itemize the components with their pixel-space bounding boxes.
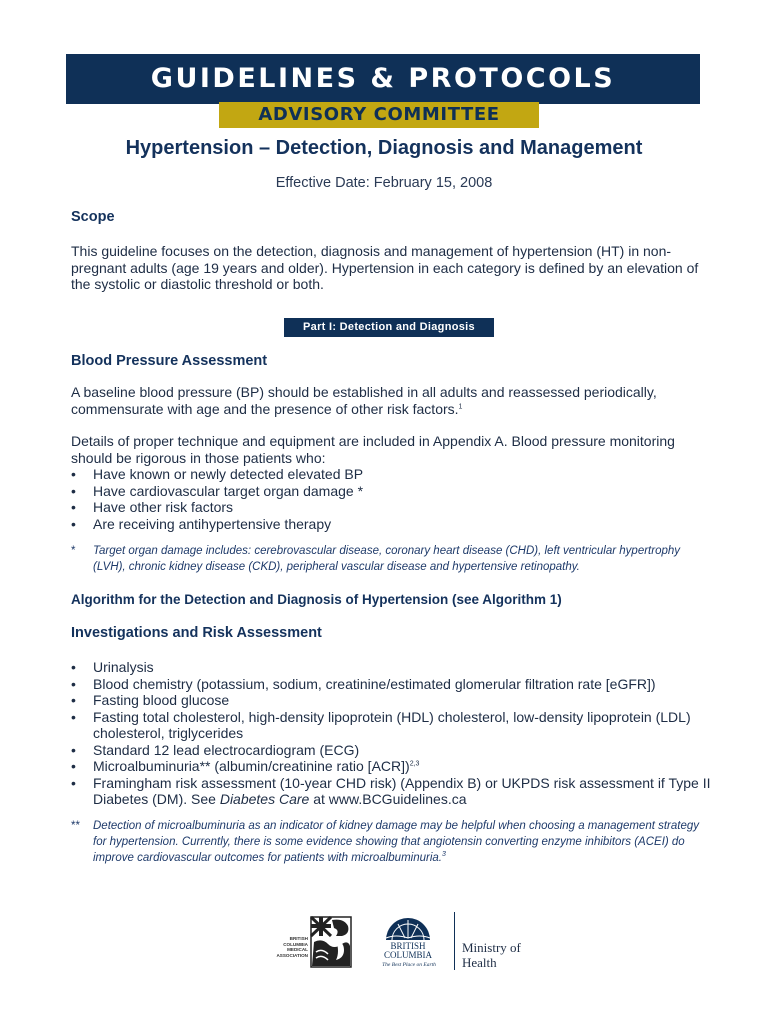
list-item: • Fasting total cholesterol, high-density lipoprotein (HDL) cholesterol, low-density lipoprotein (LDL) cholesterol, triglycerides — [71, 708, 691, 741]
bc-tagline: The Best Place on Earth — [382, 962, 436, 968]
list-item: • Microalbuminuria** (albumin/creatinine ratio [ACR])$^{2,3}$ — [71, 758, 420, 774]
bp-monitoring-list — [71, 466, 711, 532]
note-text: Detection of microalbuminuria as an indicator of kidney damage may be helpful when choosing a management strategy for hypertension. Currently, there is some evidence showing that angiotensin converting enzyme inhibitors (ACEI) do improve cardiovascular outcomes for patients with microalbuminuria.$^3$ — [93, 820, 700, 864]
bc-sun-logo-icon — [378, 912, 438, 942]
effective-date: Effective Date: February 15, 2008 — [275, 175, 493, 191]
bullet: • — [71, 659, 76, 675]
bullet: • — [71, 692, 76, 708]
algorithm-heading: Algorithm for the Detection and Diagnosis of Hypertension (see Algorithm 1) — [71, 592, 562, 607]
list-item: • Fasting blood glucose — [71, 692, 230, 708]
bullet: • — [71, 675, 76, 692]
bp-para-1 — [71, 384, 711, 417]
document-title: Hypertension – Detection, Diagnosis and Management — [125, 137, 643, 159]
footnote-ref-1: 1 — [458, 402, 463, 410]
banner-subtitle: ADVISORY COMMITTEE — [219, 102, 539, 128]
microalbuminuria-note — [71, 818, 711, 866]
ministry-line-2: Health — [462, 955, 497, 970]
list-item: • Have cardiovascular target organ damage * — [71, 482, 364, 499]
bc-name: BRITISH COLUMBIA — [383, 941, 432, 960]
target-organ-note — [71, 543, 711, 575]
part-one-label: Part I: Detection and Diagnosis — [284, 318, 494, 337]
list-item: • Have known or newly detected elevated BP — [71, 466, 364, 482]
diabetes-care-title: Diabetes Care — [219, 791, 310, 807]
bullet: • — [71, 466, 76, 482]
investigations-list — [71, 659, 711, 808]
bullet: • — [71, 482, 76, 499]
scope-body: This guideline focuses on the detection, diagnosis and management of hypertension (HT) in non-pregnant adults (age 19 years and older). Hypertension in each category is defined by an elevation of the systolic or diastolic threshold or both. — [71, 243, 699, 292]
bullet: • — [71, 515, 76, 532]
footnote-ref-2-3: 2,3 — [409, 760, 420, 768]
list-item: • Blood chemistry (potassium, sodium, creatinine/estimated glomerular filtration rate [eGFR]) — [71, 675, 656, 692]
list-item: • Standard 12 lead electrocardiogram (ECG) — [71, 741, 360, 758]
list-item: • Framingham risk assessment (10-year CHD risk) (Appendix B) or UKPDS risk assessment if Type II Diabetes (DM). See Diabetes Care at www.BCGuidelines.ca — [71, 774, 711, 807]
logo-divider — [454, 912, 455, 970]
bullet: • — [71, 741, 76, 758]
bullet: • — [71, 499, 76, 515]
list-item: • Have other risk factors — [71, 499, 234, 515]
bp-para-1-text: A baseline blood pressure (BP) should be established in all adults and reassessed periodically, commensurate with age and the presence of other risk factors. — [71, 384, 657, 417]
bullet: • — [71, 758, 76, 774]
note-marker: * — [71, 545, 76, 557]
ministry-of-health — [462, 940, 521, 970]
footer-logos — [270, 910, 540, 972]
note-marker: ** — [71, 820, 80, 832]
footnote-ref-3: 3 — [441, 851, 446, 859]
bcma-name: BRITISH COLUMBIA MEDICAL ASSOCIATION — [276, 936, 308, 958]
scope-heading: Scope — [71, 209, 115, 225]
bullet: • — [71, 708, 76, 725]
bullet: • — [71, 774, 76, 791]
list-item: • Urinalysis — [71, 659, 154, 675]
bcma-logo-icon — [310, 916, 352, 968]
note-text: Target organ damage includes: cerebrovascular disease, coronary heart disease (CHD), left ventricular hypertrophy (LVH), chronic kidney disease (CKD), peripheral vascular disease and hypertensive retinopathy. — [93, 545, 681, 573]
ministry-line-1: Ministry of — [462, 940, 521, 955]
bp-para-2: Details of proper technique and equipment are included in Appendix A. Blood pressure monitoring should be rigorous in those patients who: — [71, 433, 675, 466]
list-item: • Are receiving antihypertensive therapy — [71, 515, 332, 532]
investigations-heading: Investigations and Risk Assessment — [71, 625, 322, 641]
banner-title: GUIDELINES & PROTOCOLS — [150, 63, 616, 94]
bp-assessment-heading: Blood Pressure Assessment — [71, 353, 268, 369]
